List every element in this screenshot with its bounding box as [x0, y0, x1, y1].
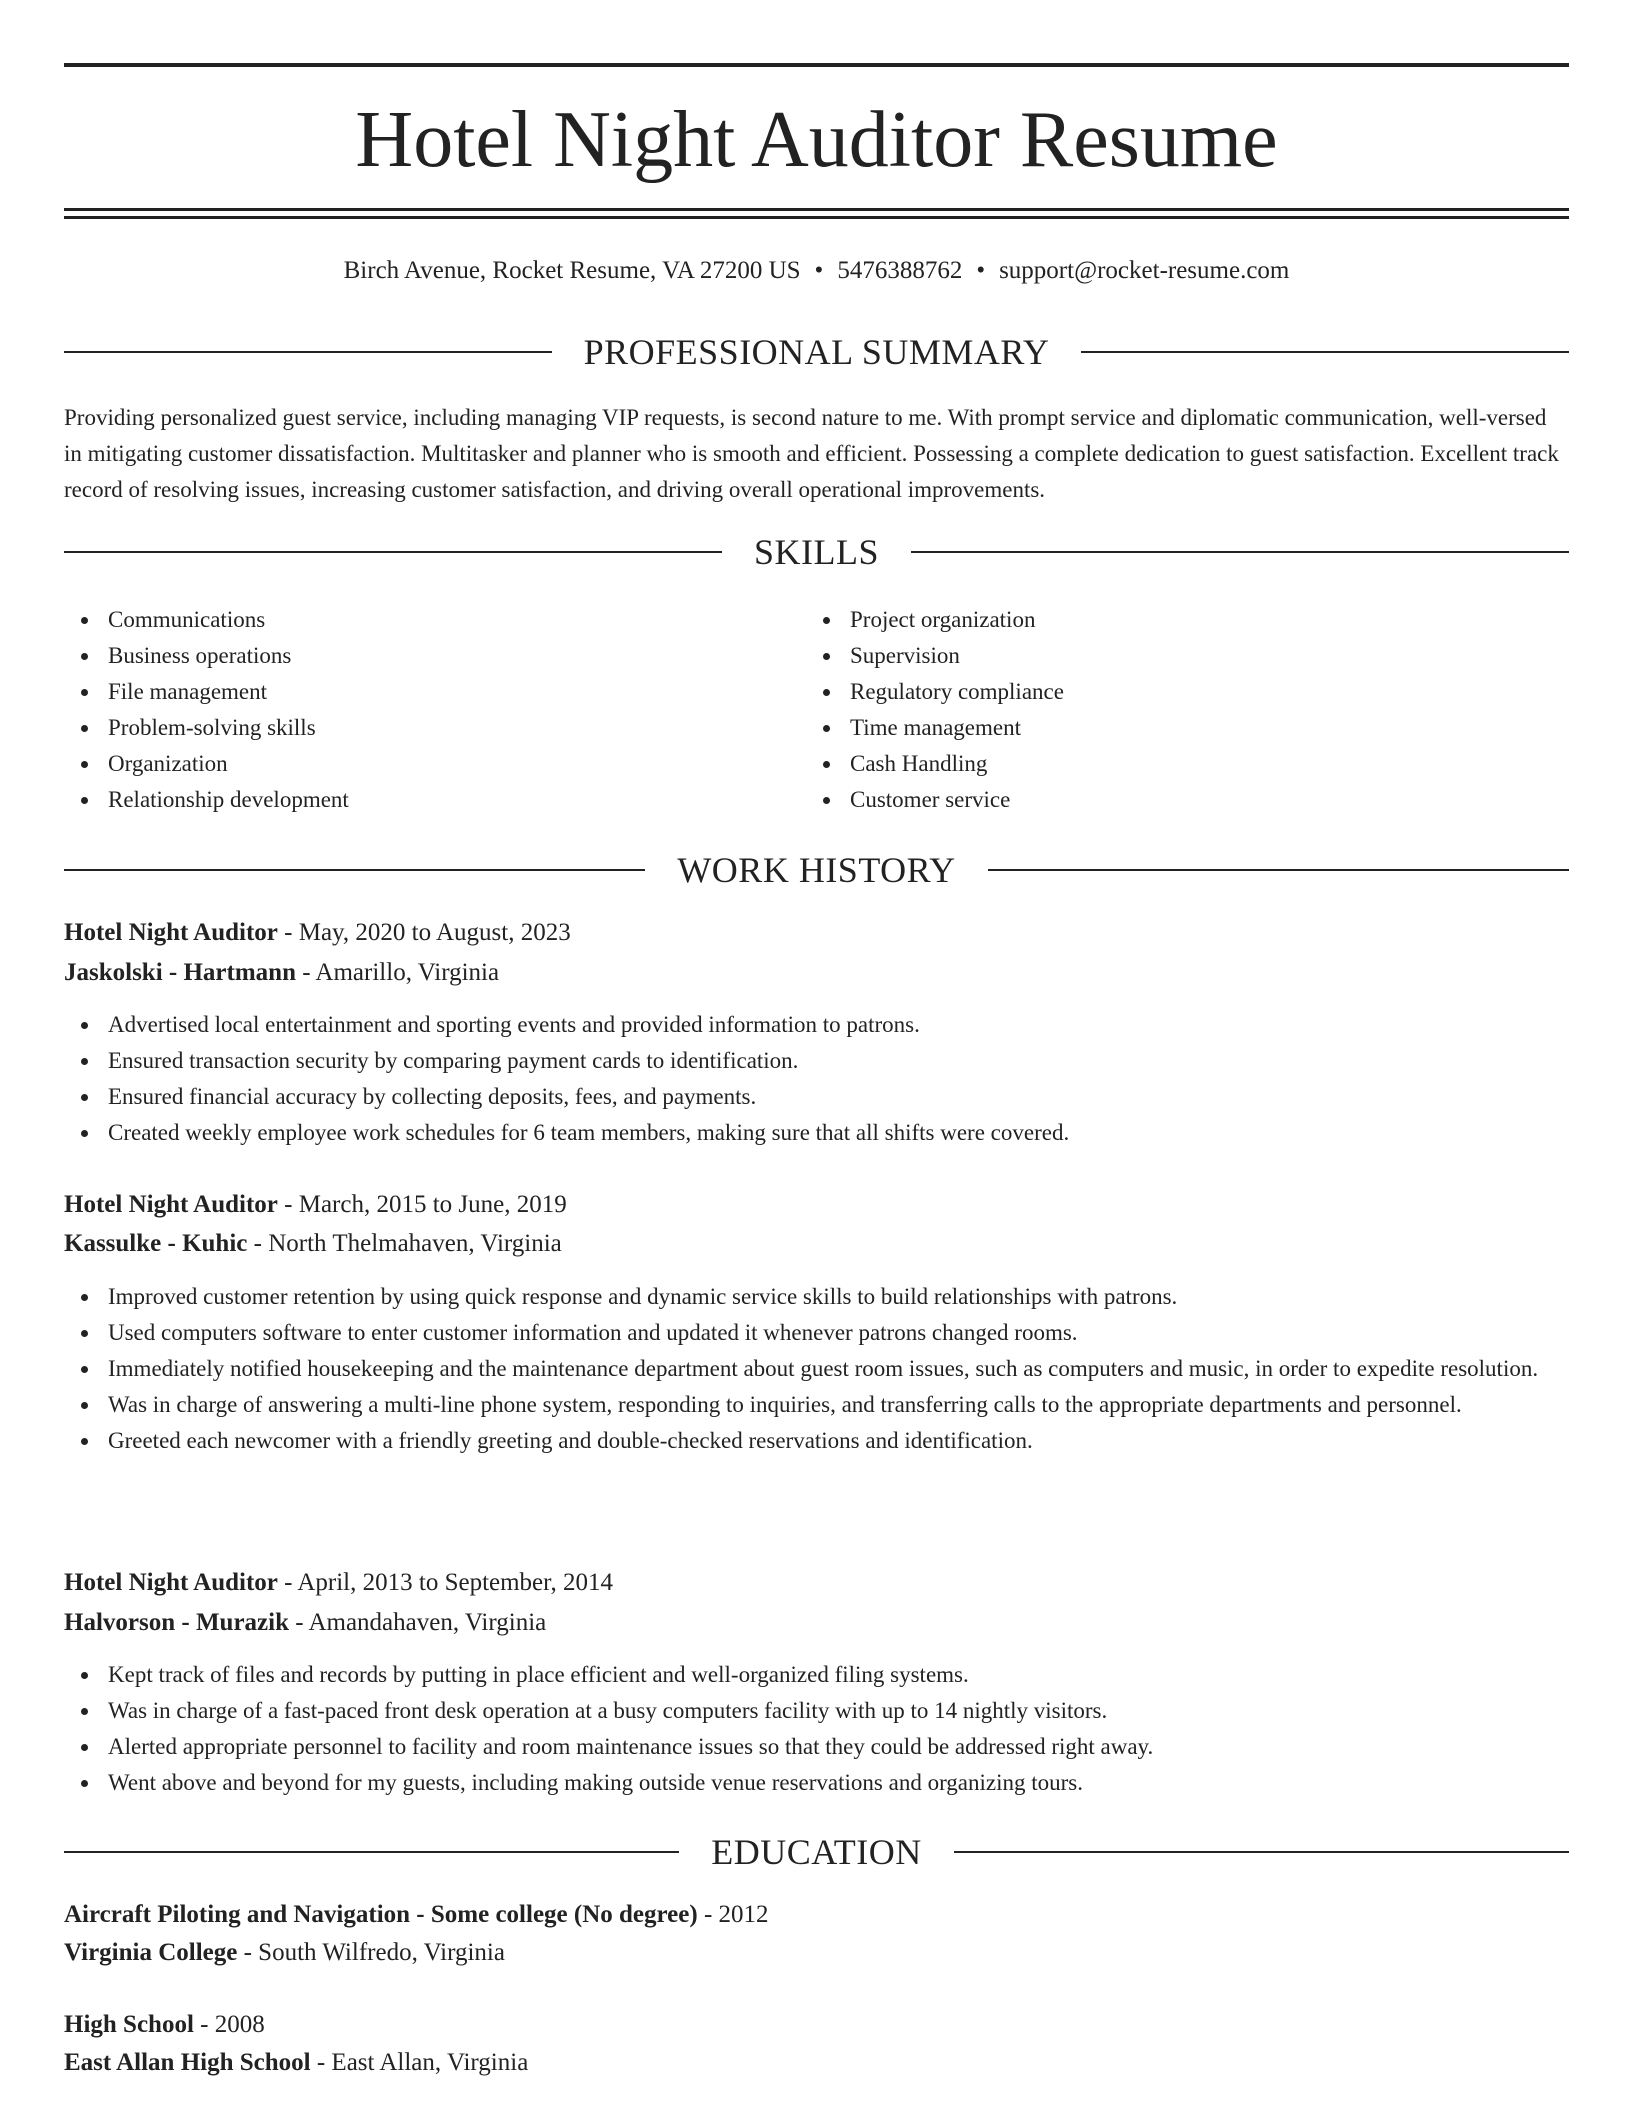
job-company: Halvorson - Murazik	[64, 1609, 289, 1636]
education-degree: Aircraft Piloting and Navigation - Some college (No degree)	[64, 1901, 698, 1928]
heading-rule-left	[64, 869, 645, 871]
heading-rule-right	[911, 551, 1569, 553]
education-degree: High School	[64, 2011, 194, 2038]
job-company: Jaskolski - Hartmann	[64, 959, 296, 986]
contact-email: support@rocket-resume.com	[999, 257, 1290, 284]
heading-rule-left	[64, 551, 722, 553]
job-bullet: Greeted each newcomer with a friendly greeting and double-checked reservations and identification.	[64, 1423, 1569, 1459]
job-bullet: Alerted appropriate personnel to facility and room maintenance issues so that they could be addressed right away.	[64, 1729, 1569, 1765]
job-bullet: Improved customer retention by using quick response and dynamic service skills to build relationships with patrons.	[64, 1279, 1569, 1315]
skill-item: Cash Handling	[806, 746, 1506, 782]
contact-separator: •	[814, 257, 824, 284]
heading-rule-left	[64, 1851, 679, 1853]
job-company-line	[64, 955, 1569, 991]
job-bullet: Ensured financial accuracy by collecting deposits, fees, and payments.	[64, 1079, 1569, 1115]
skill-item: Regulatory compliance	[806, 674, 1506, 710]
skills-left-column	[64, 602, 764, 818]
education-school-line	[64, 2045, 1569, 2081]
job-bullet: Was in charge of a fast-paced front desk operation at a busy computers facility with up to 14 nightly visitors.	[64, 1693, 1569, 1729]
job-bullet: Used computers software to enter customer information and updated it whenever patrons changed rooms.	[64, 1315, 1569, 1351]
education-year: - 2012	[697, 1901, 769, 1928]
job-bullet: Kept track of files and records by putting in place efficient and well-organized filing systems.	[64, 1657, 1569, 1693]
title-rule-lower	[64, 216, 1569, 219]
skills-heading-label: SKILLS	[754, 532, 880, 572]
job-company-line	[64, 1605, 1569, 1641]
skill-item: Supervision	[806, 638, 1506, 674]
title-rule-upper	[64, 208, 1569, 211]
summary-heading	[64, 332, 1569, 372]
education-location: - South Wilfredo, Virginia	[237, 1939, 505, 1966]
education-heading-label: EDUCATION	[711, 1832, 922, 1872]
education-degree-line	[64, 1897, 1569, 1933]
heading-rule-right	[988, 869, 1569, 871]
job-bullet: Immediately notified housekeeping and the maintenance department about guest room issues, such as computers and music, in order to expedite resolution.	[64, 1351, 1569, 1387]
job-location: - Amarillo, Virginia	[295, 959, 500, 986]
job-title-line	[64, 1187, 1569, 1223]
job-company: Kassulke - Kuhic	[64, 1230, 248, 1257]
job-bullet: Went above and beyond for my guests, including making outside venue reservations and organizing tours.	[64, 1765, 1569, 1801]
skill-item: Business operations	[64, 638, 764, 674]
job-title: Hotel Night Auditor	[64, 1191, 278, 1218]
summary-text: Providing personalized guest service, including managing VIP requests, is second nature to me. With prompt service and diplomatic communication, well-versed in mitigating customer dissatisfaction. Multitasker and planner who is smooth and efficient. Possessing a complete dedication to guest satisfaction. Excellent track record of resolving issues, increasing customer satisfaction, and driving overall operational improvements.	[64, 405, 1559, 502]
contact-separator: •	[976, 257, 986, 284]
job-title: Hotel Night Auditor	[64, 919, 278, 946]
job-bullet: Was in charge of answering a multi-line phone system, responding to inquiries, and transferring calls to the appropriate departments and personnel.	[64, 1387, 1569, 1423]
job-bullet: Ensured transaction security by comparing payment cards to identification.	[64, 1043, 1569, 1079]
job-dates: - March, 2015 to June, 2019	[277, 1191, 567, 1218]
page-title: Hotel Night Auditor Resume	[355, 96, 1278, 184]
education-location: - East Allan, Virginia	[310, 2049, 529, 2076]
heading-rule-left	[64, 351, 552, 353]
heading-rule-right	[954, 1851, 1569, 1853]
job-bullets	[64, 1279, 1569, 1459]
contact-address: Birch Avenue, Rocket Resume, VA 27200 US	[343, 257, 801, 284]
skill-item: Problem-solving skills	[64, 710, 764, 746]
summary-heading-label: PROFESSIONAL SUMMARY	[583, 332, 1050, 372]
job-dates: - April, 2013 to September, 2014	[277, 1569, 613, 1596]
skill-item: Project organization	[806, 602, 1506, 638]
skills-list-left	[64, 602, 764, 818]
skill-item: File management	[64, 674, 764, 710]
skill-item: Communications	[64, 602, 764, 638]
work-heading-label: WORK HISTORY	[677, 850, 956, 890]
contact-line	[64, 253, 1569, 289]
job-bullets	[64, 1007, 1569, 1151]
job-dates: - May, 2020 to August, 2023	[277, 919, 571, 946]
job-bullet: Advertised local entertainment and sporting events and provided information to patrons.	[64, 1007, 1569, 1043]
job-bullet: Created weekly employee work schedules for 6 team members, making sure that all shifts were covered.	[64, 1115, 1569, 1151]
skill-item: Relationship development	[64, 782, 764, 818]
heading-rule-right	[1081, 351, 1569, 353]
education-degree-line	[64, 2007, 1569, 2043]
education-school: East Allan High School	[64, 2049, 311, 2076]
contact-phone: 5476388762	[837, 257, 963, 284]
job-title-line	[64, 1565, 1569, 1601]
job-location: - Amandahaven, Virginia	[289, 1609, 547, 1636]
education-school-line	[64, 1935, 1569, 1971]
job-location: - North Thelmahaven, Virginia	[247, 1230, 562, 1257]
work-heading	[64, 850, 1569, 890]
skill-item: Customer service	[806, 782, 1506, 818]
skills-heading	[64, 532, 1569, 572]
job-company-line	[64, 1226, 1569, 1262]
education-heading	[64, 1832, 1569, 1872]
job-title-line	[64, 915, 1569, 951]
skill-item: Time management	[806, 710, 1506, 746]
education-school: Virginia College	[64, 1939, 238, 1966]
top-rule	[64, 63, 1569, 67]
skills-right-column	[806, 602, 1506, 818]
job-title: Hotel Night Auditor	[64, 1569, 278, 1596]
job-bullets	[64, 1657, 1569, 1801]
skills-list-right	[806, 602, 1506, 818]
skill-item: Organization	[64, 746, 764, 782]
education-year: - 2008	[193, 2011, 265, 2038]
